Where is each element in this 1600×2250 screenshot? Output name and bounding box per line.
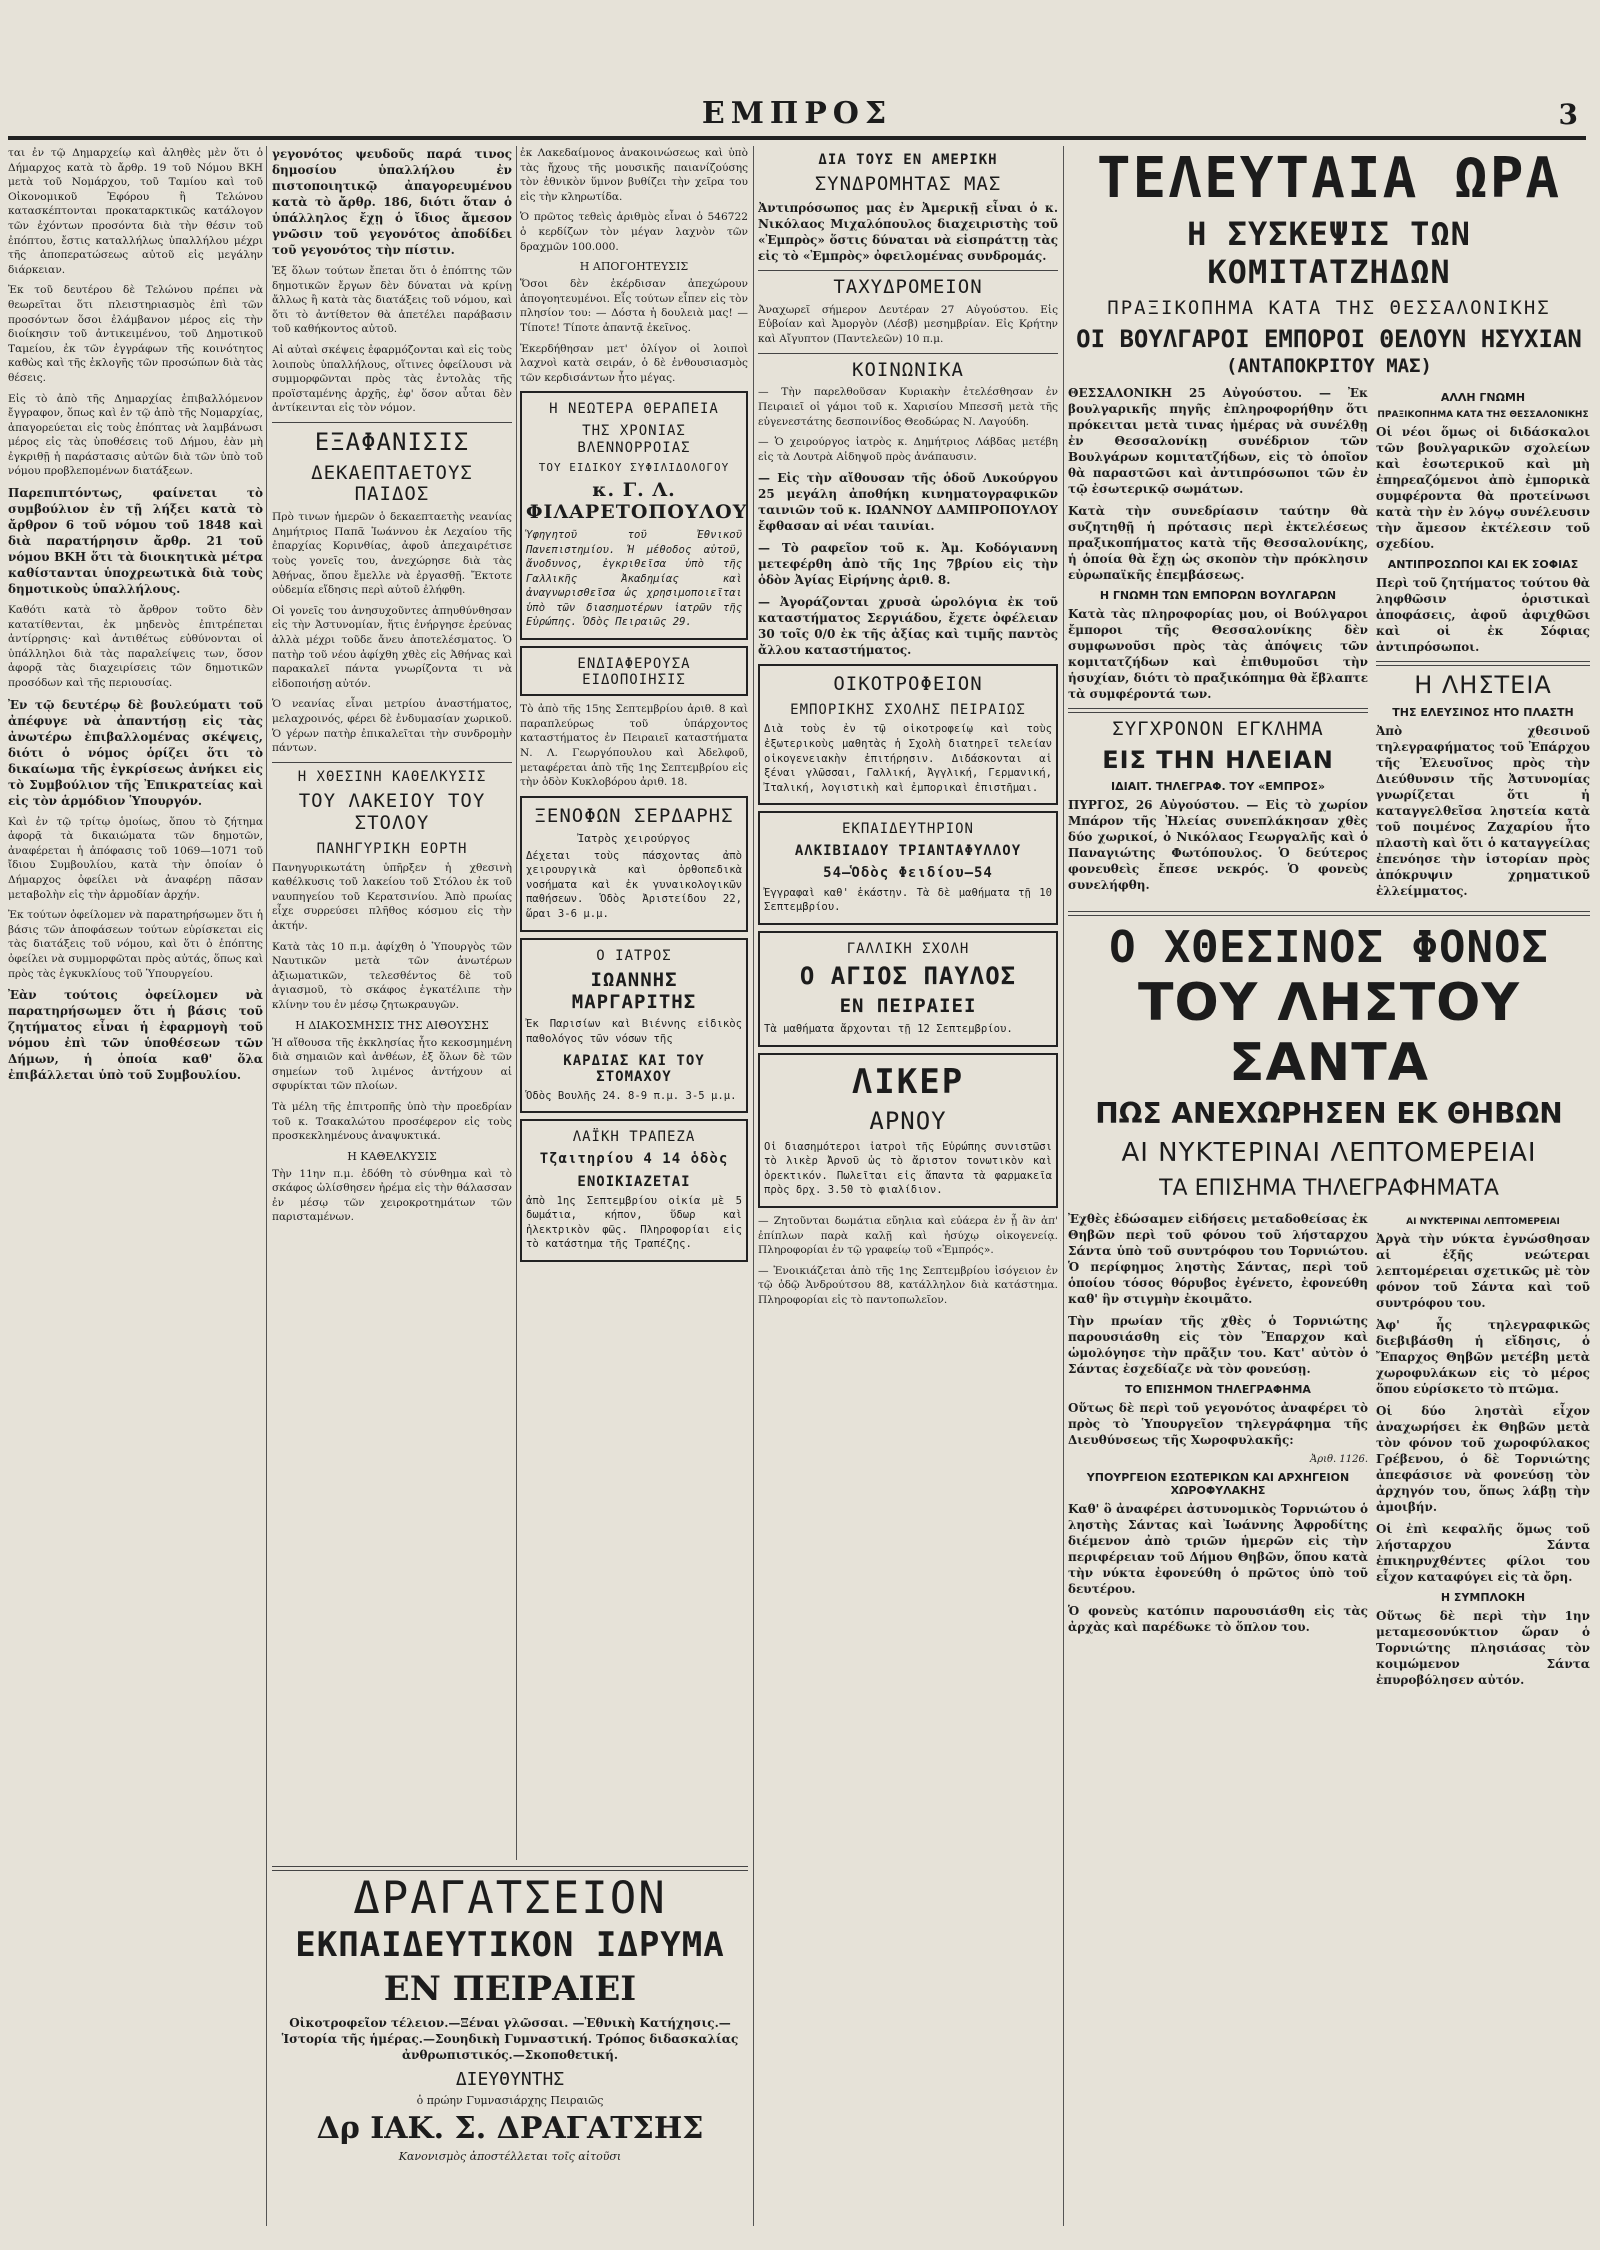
divider [1068,911,1590,916]
divider [758,270,1058,271]
notice-box [520,646,748,696]
divider [1068,708,1368,713]
section-heading: Η ΑΠΟΓΟΗΤΕΥΣΙΣ [579,260,689,274]
article-paragraph: Καὶ ἐν τῷ τρίτῳ ὁμοίως, ὅπου τὸ ζήτημα ἀφορᾷ τὰ δικαιώματα τῶν δημοτῶν, ἀναφέρεται ἡ ἀπόφασις τοῦ 1069—1071 τοῦ ἴδιου Συμβουλίου, κατὰ τὴν ὁποίαν ὁ Δήμαρχος ὀφείλει νὰ ἀναφέρῃ πᾶσαν μεταβολὴν εἰς τὴν ἁρμοδίαν ἀρχήν. [8,815,263,901]
advert-director-name: Δρ ΙΑΚ. Σ. ΔΡΑΓΑΤΣΗΣ [316,2111,704,2146]
section-heading: ΤΑΧΥΔΡΟΜΕΙΟΝ [833,275,983,298]
article-paragraph: ται ἐν τῷ Δημαρχείῳ καὶ ἀληθὲς μὲν ὅτι ὁ Δήμαρχος κατὰ τὸ ἄρθρ. 19 τοῦ Νόμου ΒΚΗ μετὰ τοῦ Νομάρχου, τοῦ Ταμίου καὶ τοῦ Οἰκονομικοῦ Ἐφόρου ἢ Τελώνου κατασκέπτονται προκαταρκτικῶς κατάλογον τῶν ἐχόντων προσόντα διὰ τὴν θέσιν τοῦ ἐπόπτου, ἔστις καταλλήλως ὑπαλλήλου μέχρι τῆς ἀποπερατώσεως αὐτοῦ εἰς μεγάλην διάρκειαν. [8,147,263,276]
article-paragraph: Οὕτως δὲ περὶ τὴν 1ην μεταμεσονύκτιον ὥραν ὁ Τορνιώτης πλησιάσας τὸν κοιμώμενον Σάντα ἐπυροβόλησεν αὐτόν. [1376,1608,1590,1687]
section-heading: ΔΙΑ ΤΟΥΣ ΕΝ ΑΜΕΡΙΚΗ [818,152,998,168]
article-paragraph: — Τὴν παρελθοῦσαν Κυριακὴν ἐτελέσθησαν ἐν Πειραιεῖ οἱ γάμοι τοῦ κ. Χαρισίου Μπεσσῆ μετὰ τῆς εὐγενεστάτης δεσποινίδος Θεοδώρας Ν. Λαγούδη. [758,386,1058,428]
article-paragraph: Περὶ τοῦ ζητήματος τούτου θὰ ληφθῶσιν ὁριστικαὶ ἀποφάσεις, ἀφοῦ ἀφιχθῶσι καὶ οἱ ἐκ Σόφιας ἀντιπρόσωποι. [1376,576,1590,654]
article-paragraph: Οἱ ἐπὶ κεφαλῆς ὅμως τοῦ λήσταρχου Σάντα ἐπικηρυχθέντες φίλοι του εἶχον καταφύγει εἰς τὰ ὄρη. [1376,1521,1590,1584]
article-paragraph: Κατὰ τὰς πληροφορίας μου, οἱ Βούλγαροι ἔμποροι τῆς Θεσσαλονίκης δὲν συμφωνοῦσι πρὸς τὰς ἀπόψεις τῶν κομιτατζήδων καὶ ἐπιθυμοῦσι τὴν ἡσυχίαν, διότι τὸ πραξικόπημα θὰ ἔβλαπτε τὰ συμφέροντά των. [1068,607,1368,701]
article-paragraph: Ὅσοι δὲν ἐκέρδισαν ἀπεχώρουν ἀπογοητευμένοι. Εἶς τούτων εἶπεν εἰς τὸν πλησίον του: — Δόστα ἡ δουλειὰ μας! — Τίποτε! Τίποτε ἀπαντᾷ ἐκεῖνος. [520,278,748,334]
advert-name: Ο ΑΓΙΟΣ ΠΑΥΛΟΣ [799,961,1017,990]
article-paragraph: Καθότι κατὰ τὸ ἄρθρον τοῦτο δὲν κατατίθενται, ἐκ μηδενὸς ἐπιτρέπεται ἀντίρρησις· καὶ ἀντιθέτως εὐθύνονται οἱ ὑπάλληλοι διὰ τὰς παραλείψεις των, ὅσον ἀφορᾷ τὰς διαχειρίσεις τῶν δημοτικῶν προσόδων καὶ τῆς περιουσίας. [8,604,263,690]
advert-box [758,1053,1058,1208]
left-subcolumn [1068,385,1368,905]
headline: ΣΥΓΧΡΟΝΟΝ ΕΓΚΛΗΜΑ [1112,718,1324,740]
masthead [8,96,1586,140]
signature: Ἀριθ. 1126. [1309,1453,1368,1465]
article-paragraph: Πανηγυρικωτάτη ὑπῆρξεν ἡ χθεσινὴ καθέλκυσις τοῦ λακείου τοῦ Στόλου ἐκ τοῦ ναυπηγείου τοῦ Κερατσινίου. Ἀπὸ πρωίας εἶχε συρρεύσει πλῆθος κόσμου εἰς τὴν ἀκτήν. [272,861,512,932]
advert-text: Ὑφηγητοῦ τοῦ Ἐθνικοῦ Πανεπιστημίου. Ἡ μέθοδος αὐτοῦ, ἄνοδυνος, ἐγκριθεῖσα ὑπὸ τῆς Γαλλικῆς Ἀκαδημίας καὶ ἀναγνωρισθεῖσα ὡς χρησιμοποιεῖται ὑπὸ τῶν διασημοτέρων ἰατρῶν τῆς Εὐρώπης. Ὁδὸς Πειραιῶς 29. [526,528,742,629]
article-paragraph: Οὕτως δὲ περὶ τοῦ γεγονότος ἀναφέρει τὸ πρὸς τὸ Ὑπουργεῖον τηλεγράφημα τῆς Διευθύνσεως τῆς Χωροφυλακῆς: [1068,1400,1368,1447]
subheadline: ΠΡΑΞΙΚΟΠΗΜΑ ΚΑΤΑ ΤΗΣ ΘΕΣΣΑΛΟΝΙΚΗΣ [1107,297,1551,319]
article-paragraph: — Ὁ χειρούργος ἰατρὸς κ. Δημήτριος Λάβδας μετέβη εἰς τὰ Λουτρὰ Αἰδηψοῦ πρὸς ἀνάπαυσιν. [758,436,1058,463]
advert-footer: Κανονισμὸς ἀποστέλλεται τοῖς αἰτοῦσι [398,2150,622,2163]
subheadline: ΠΩΣ ΑΝΕΧΩΡΗΣΕΝ ΕΚ ΘΗΒΩΝ [1095,1096,1563,1130]
advert-box [520,391,748,640]
article-paragraph: Τὰ μέλη τῆς ἐπιτροπῆς ὑπὸ τὴν προεδρίαν τοῦ κ. Τσακαλώτου προσέφερον εἰς τοὺς προσκεκλημένους ἀναψυκτικά. [272,1100,512,1143]
advert-text: ἀπὸ 1ης Σεπτεμβρίου οἰκία μὲ 5 δωμάτια, κήπον, ὕδωρ καὶ ἠλεκτρικὸν φῶς. Πληροφορίαι εἰς τὸ κατάστημα τῆς Τραπέζης. [526,1194,742,1251]
headline: ΤΕΛΕΥΤΑΙΑ ΩΡΑ [1096,146,1562,211]
article-paragraph: Ὁ φονεὺς κατόπιν παρουσιάσθη εἰς τὰς ἀρχὰς καὶ παρέδωκε τὸ ὅπλον του. [1068,1603,1368,1634]
article-paragraph: Ἐὰν τούτοις ὀφείλομεν νὰ παρατηρήσωμεν ὅτι ἡ βάσις τοῦ ζητήματος εἶναι ἡ ἐφαρμογὴ τοῦ νόμου ἐπὶ τῶν ὑποθέσεων τῶν Δήμων, ἡ ὁποία καθ' ὅλα ἐπιβάλλεται ὑπὸ τοῦ Συμβουλίου. [8,988,263,1083]
article-paragraph: Πρὸ τινων ἡμερῶν ὁ δεκαεπταετὴς νεανίας Δημήτριος Παπᾶ Ἰωάννου ἐκ Λεχαίου τῆς ἐπαρχίας Κορινθίας, ἀφοῦ ἀπεχαιρέτισε τοὺς γονεῖς του, ἀνεχώρησε διὰ τὰς Ἀθήνας, ὅπου ἔμελλε νὰ ἐργασθῇ. Ἔκτοτε οὐδεμία εἴδησις περὶ αὐτοῦ ἐλήφθη. [272,511,512,597]
divider [1376,661,1590,666]
advert-subtitle: ΕΜΠΟΡΙΚΗΣ ΣΧΟΛΗΣ ΠΕΙΡΑΙΩΣ [790,702,1026,719]
advert-director-title: ὁ πρώην Γυμνασιάρχης Πειραιῶς [416,2094,604,2107]
article-paragraph: Οἱ γονεῖς του ἀνησυχοῦντες ἀπηυθύνθησαν εἰς τὴν Ἀστυνομίαν, ἥτις ἐνήργησε ἐρεύνας ἀλλὰ μέχρι τοῦδε ἄνευ ἀποτελέσματος. Ὁ πατὴρ τοῦ νέου ἀφίχθη χθὲς εἰς Ἀθήνας καὶ παρακαλεῖ πάντα γνωρίζοντα τι νὰ εἰδοποιήσῃ αὐτόν. [272,604,512,690]
section-heading: ΑΛΛΗ ΓΝΩΜΗ [1440,391,1526,404]
advert-text: Τὰ μαθήματα ἄρχονται τῇ 12 Σεπτεμβρίου. [764,1023,1013,1036]
divider [272,1866,748,1871]
advert-title: Ο ΙΑΤΡΟΣ [596,947,672,964]
advert-subtitle: ΕΝ ΠΕΙΡΑΙΕΙ [839,995,977,1018]
page-title: ΕΜΠΡΟΣ [701,96,893,131]
article-paragraph: Τὴν 11ην π.μ. ἐδόθη τὸ σύνθημα καὶ τὸ σκάφος ὠλίσθησεν ἠρέμα εἰς τὴν θάλασσαν ἐν μέσῳ τῶν χειροκροτημάτων τῶν παρισταμένων. [272,1167,512,1224]
article-paragraph: ΠΥΡΓΟΣ, 26 Αὐγούστου. — Εἰς τὸ χωρίον Μπάρον τῆς Ἠλείας συνεπλάκησαν χθὲς δύο χωρικοί, ὁ Νικόλαος Γεωργαλῆς καὶ ὁ Παναγιώτης Φωτόπουλος. Ὁ δεύτερος φονευθεὶς ἔπεσε νεκρός. Ὁ φονεὺς συνελήφθη. [1068,798,1368,893]
article-paragraph: Καθ' ὃ ἀναφέρει ἀστυνομικὸς Τορνιώτου ὁ ληστὴς Σάντας καὶ Ἰωάννης Ἀφροδίτης διέμενον ἀπὸ τριῶν ἡμερῶν εἰς τὴν περιφέρειαν τοῦ Δήμου Θηβῶν, ὅπου κατὰ τὴν νύκτα ἐφονεύθη ὁ πρῶτος ὑπὸ τοῦ δευτέρου. [1068,1501,1368,1596]
advert-title: ΔΡΑΓΑΤΣΕΙΟΝ [353,1873,667,1924]
advert-name: ΑΡΝΟΥ [869,1106,947,1135]
section-heading: Η ΓΝΩΜΗ ΤΩΝ ΕΜΠΟΡΩΝ ΒΟΥΛΓΑΡΩΝ [1099,589,1337,602]
column-4 [758,146,1058,2236]
two-column-section [1068,1211,1590,1694]
article-paragraph: Αἱ αὐταὶ σκέψεις ἐφαρμόζονται καὶ εἰς τοὺς λοιποὺς ὑπαλλήλους, οἵτινες ὀφείλουσι νὰ συμμορφῶνται πρὸς τὰς ἐντολὰς τῆς προϊσταμένης ἀρχῆς, ἐφ' ὅσον αὗται δὲν ἀντίκεινται εἰς τὸν νόμον. [272,343,512,415]
advert-text: Οἰκοτροφεῖον τέλειον.—Ξέναι γλῶσσαι. —Ἐθνικὴ Κατήχησις.—Ἱστορία τῆς ἡμέρας.—Σουηδικὴ Γυμναστική. Τρόπος διδασκαλίας ἀνθρωπιστικός.—Σκοποθετική. [281,2016,739,2062]
article-paragraph: ἐκ Λακεδαίμονος ἀνακοινώσεως καὶ ὑπὸ τὰς ἤχους τῆς μουσικῆς παιανίζούσης τὸν ἐθνικὸν ὕμνον βυθίζει τὴν χεῖρα του εἰς τὴν κληρωτίδα. [520,147,748,203]
article-paragraph: Ἀναχωρεῖ σήμερον Δευτέραν 27 Αὐγούστου. Εἰς Εὐβοίαν καὶ Ἀμοργὸν (Λέσβ) μεσημβρίαν. Εἰς Κρήτην καὶ Αἴγυπτον (Παντελεῶν) 10 π.μ. [758,303,1058,345]
advert-box [520,1119,748,1262]
advert-title: ΕΝΟΙΚΙΑΖΕΤΑΙ [577,1173,691,1190]
article-paragraph: Εἰς τὸ ἀπὸ τῆς Δημαρχίας ἐπιβαλλόμενον ἔγγραφον, ὅπως καὶ ἐν τῷ ἀπὸ τῆς Νομαρχίας, ἀπαγορεύεται εἰς τοὺς ἐπόπτας νὰ λαμβάνωσι μέρος εἰς τὰς ὑποθέσεις τοῦ Δήμου, ἐὰν μὴ ἐγκριθῇ ἡ παράστασις αὐτῶν διὰ τῶν ὑπὸ τοῦ νόμου προβλεπομένων διατάξεων. [8,392,263,478]
advert-title: Η ΝΕΩΤΕΡΑ ΘΕΡΑΠΕΙΑ [549,401,719,418]
subheadline: ΔΕΚΑΕΠΤΑΕΤΟΥΣ ΠΑΙΔΟΣ [311,461,473,506]
article-paragraph: Ἀπὸ χθεσινοῦ τηλεγραφήματος τοῦ Ἐπάρχου τῆς Ἐλευσῖνος πρὸς τὴν Διεύθυνσιν τῆς Ἀστυνομίας γνωρίζεται ὅτι ἡ καταγγελθεῖσα ληστεία κατὰ τοῦ ποιμένος Ζαχαρίου ἦτο πλαστὴ καὶ ὅτι ὁ καταγγείλας ἐπενόησε τὴν ἱστορίαν πρὸς ἀπόκρυψιν χρηματικοῦ ἐλλείμματος. [1376,723,1590,898]
article-paragraph: — Ἀγοράζονται χρυσὰ ὡρολόγια ἐκ τοῦ καταστήματος Σεργιάδου, ἔχετε ὀφέλειαν 30 τοῖς 0/0 ἐκ τῆς ἀξίας καὶ τιμῆς παντὸς ἄλλου καταστήματος. [758,595,1058,658]
headline: Η ΣΥΣΚΕΨΙΣ ΤΩΝ ΚΟΜΙΤΑΤΖΗΔΩΝ [1187,215,1471,291]
advert-text: Διὰ τοὺς ἐν τῷ οἰκοτροφείῳ καὶ τοὺς ἐξωτερικοὺς μαθητὰς ἡ Σχολὴ διατηρεῖ τελείαν οἰκογενειακὴν ἐπιτήρησιν. Διδάσκονται αἱ ξέναι γλῶσσαι, Γαλλική, Ἀγγλική, Γερμανική, Ἰταλική, λογιστικὴ καὶ ἐμπορικαὶ ἐπιστῆμαι. [764,723,1052,794]
section-heading: ΙΔΙΑΙΤ. ΤΗΛΕΓΡΑΦ. ΤΟΥ «ΕΜΠΡΟΣ» [1111,780,1325,794]
article-paragraph: — Εἰς τὴν αἴθουσαν τῆς ὁδοῦ Λυκούργου 25 μεγάλη ἀποθήκη κινηματογραφικῶν ταινιῶν τοῦ κ. ΙΩΑΝΝΟΥ ΔΑΜΠΡΟΠΟΥΛΟΥ ἔφθασαν αἱ νέαι ταινίαι. [758,471,1058,534]
article-paragraph: ΘΕΣΣΑΛΟΝΙΚΗ 25 Αὐγούστου. — Ἐκ βουλγαρικῆς πηγῆς ἐπληροφορήθην ὅτι πρόκειται μετὰ τινας ἡμέρας νὰ συνέλθῃ ἐν Θεσσαλονίκῃ συνέδριον τῶν Βουλγάρων κομιτατζήδων, εἰς τὸ ὁποῖον θὰ παραστῶσι καὶ ἀντιπρόσωποι τῶν ἐν τῷ ἐσωτερικῷ σωμάτων. [1068,386,1368,496]
article-paragraph: Ἐκερδήθησαν μετ' ὀλίγον οἱ λοιποὶ λαχνοὶ κατὰ σειράν, ὁ δὲ ἐνθουσιασμὸς τῶν κερδισάντων ἦτο μέγας. [520,342,748,384]
advert-title: ΤΗΣ ΧΡΟΝΙΑΣ ΒΛΕΝΝΟΡΡΟΙΑΣ [577,423,691,456]
article-paragraph: Παρεπιπτόντως, φαίνεται τὸ συμβούλιον ἐν τῇ λήξει κατὰ τὸ ἄρθρον 6 τοῦ νόμου τοῦ 1848 καὶ διὰ παρατήρησιν ἄρθρ. 21 τοῦ νόμου ΒΚΗ ὅτι τὰ διοικητικὰ μέτρα καθίστανται ὑποχρεωτικὰ διὰ τοὺς δημοτικοὺς ὑπαλλήλους. [8,486,263,597]
advert-title: ΕΚΠΑΙΔΕΥΤΗΡΙΟΝ [841,821,974,838]
subheadline: ΑΙ ΝΥΚΤΕΡΙΝΑΙ ΛΕΠΤΟΜΕΡΕΙΑΙ [1121,1137,1537,1168]
column-rule [266,146,267,2226]
article-lead: γεγονότος ψευδοῦς παρά τινος δημοσίου ὑπαλλήλου ἐν πιστοποιητικῷ ἀπαγορευμένου κατὰ τὸ ἄρθρ. 186, διότι ὅταν ὁ ὑπάλληλος ἔχῃ ὁ ἴδιος ἄμεσον γνῶσιν τοῦ γεγονότος ἀποδίδει τοῦ γεγονότος τὴν πίστιν. [272,147,512,257]
article-paragraph: Ἡ αἴθουσα τῆς ἐκκλησίας ἦτο κεκοσμημένη διὰ σημαιῶν καὶ ἀνθέων, ἐξ ὅλων δὲ τῶν σημείων τοῦ λιμένος ἀντήχουν αἱ σφυρίκται τῶν πλοίων. [272,1036,512,1093]
divider [758,353,1058,354]
subheadline: ΤΟΥ ΛΑΚΕΙΟΥ ΤΟΥ ΣΤΟΛΟΥ [298,789,486,834]
advert-box [520,938,748,1114]
advert-box [520,796,748,932]
advert-name: ΑΛΚΙΒΙΑΔΟΥ ΤΡΙΑΝΤΑΦΥΛΛΟΥ [794,843,1022,860]
section-heading: ΤΗΣ ΕΛΕΥΣΙΝΟΣ ΗΤΟ ΠΛΑΣΤΗ [1392,705,1574,719]
headline: Η ΛΗΣΤΕΙΑ [1414,671,1552,699]
section-heading: Η ΣΥΜΠΛΟΚΗ [1440,1590,1526,1604]
column-rule [1063,146,1064,2226]
article-paragraph: Τὴν πρωίαν τῆς χθὲς ὁ Τορνιώτης παρουσιάσθη εἰς τὸν Ἔπαρχον καὶ ὡμολόγησε τὴν πρᾶξιν του. Κατ' αὐτὸν ὁ Σάντας ἐσχεδίαζε νὰ τὸν φονεύσῃ. [1068,1313,1368,1376]
advert-box [758,811,1058,924]
section-heading: ΤΟ ΕΠΙΣΗΜΟΝ ΤΗΛΕΓΡΑΦΗΜΑ [1125,1382,1311,1396]
section-heading: ΣΥΝΔΡΟΜΗΤΑΣ ΜΑΣ [814,173,1002,196]
article-paragraph: Ὁ νεανίας εἶναι μετρίου ἀναστήματος, μελαχροινός, φέρει δὲ ἐνδυμασίαν χωρικοῦ. Ὁ γέρων πατὴρ ἐπικαλεῖται τὴν συνδρομὴν πάντων. [272,698,512,755]
article-paragraph: Ἐκ τούτων ὀφείλομεν νὰ παρατηρήσωμεν ὅτι ἡ βάσις τῶν ἀποφάσεων τούτων εὑρίσκεται εἰς τὰς διατάξεις τοῦ νόμου, καὶ ὅτι ὁ ἐπόπτης ὀφείλει νὰ συμμορφῶται πρὸς αὐτάς, ὅπως καὶ πρὸς τὰς ἐγκυκλίους τοῦ Ὑπουργείου. [8,909,263,980]
section-heading: ΥΠΟΥΡΓΕΙΟΝ ΕΣΩΤΕΡΙΚΩΝ ΚΑΙ ΑΡΧΗΓΕΙΟΝ ΧΩΡΟΦΥΛΑΚΗΣ [1086,1470,1350,1497]
divider [272,422,512,423]
advert-text: Δέχεται τοὺς πάσχοντας ἀπὸ χειρουργικὰ καὶ ὀρθοπεδικὰ νοσήματα καὶ ἐκ γυναικολογικῶν παθήσεων. Ὁδὸς Ἀριστείδου 22, ὥραι 3-6 μ.μ. [526,849,742,921]
article-paragraph: Οἱ νέοι ὅμως οἱ διδάσκαλοι τῶν βουλγαρικῶν σχολείων καὶ ἐσωτερικοῦ καὶ μὴ ἐπηρεαζόμενοι ἀπὸ ἐμπορικὰ συμφέροντα θὰ προτείνωσι κατὰ τὴν ἐν λόγῳ συνέλευσιν τὴν ἄμεσον ἐκτέλεσιν τοῦ σχεδίου. [1376,425,1590,551]
advert-subtitle: Ἰατρὸς χειρούργος [577,831,691,845]
section-heading: ΑΙ ΝΥΚΤΕΡΙΝΑΙ ΛΕΠΤΟΜΕΡΕΙΑΙ [1406,1216,1560,1227]
article-paragraph: Ἀντιπρόσωπος μας ἐν Ἀμερικῇ εἶναι ὁ κ. Νικόλαος Μιχαλόπουλος διαχειριστὴς τοῦ «Ἐμπρὸς» ὅστις δύναται νὰ εἰσπράττῃ τὰς εἰς τὸ «Ἐμπρὸς» ὀφειλομένας συνδρομάς. [758,200,1058,263]
section-heading: ΚΟΙΝΩΝΙΚΑ [852,358,964,381]
byline: (ΑΝΤΑΠΟΚΡΙΤΟΥ ΜΑΣ) [1226,355,1432,377]
headline: ΕΙΣ ΤΗΝ ΗΛΕΙΑΝ [1102,745,1334,774]
article-paragraph: — Ἐνοικιάζεται ἀπὸ τῆς 1ης Σεπτεμβρίου ἰσόγειον ἐν τῷ ὁδῷ Ἀνδρούτσου 88, κατάλληλον διὰ κατάστημα. Πληροφορίαι εἰς τὸ παντοπωλεῖον. [758,1264,1058,1306]
advert-text: Οἱ διασημότεροι ἰατροὶ τῆς Εὐρώπης συνιστῶσι τὸ λικὲρ Ἀρνοῦ ὡς τὸ ἄριστον τονωτικὸν καὶ ὀρεκτικόν. Πωλεῖται εἰς ἅπαντα τὰ φαρμακεῖα πρὸς δρχ. 3.50 τὸ φιαλίδιον. [764,1140,1052,1197]
advert-name: κ. Γ. Λ. ΦΙΛΑΡΕΤΟΠΟΥΛΟΥ [526,479,748,524]
advert-subtitle: Τζαιτηρίου 4 14 ὁδὸς [539,1151,729,1168]
section-heading: Η ΚΑΘΕΛΚΥΣΙΣ [347,1149,437,1163]
advert-text: Ὁδὸς Βουλῆς 24. 8-9 π.μ. 3-5 μ.μ. [526,1089,737,1102]
advert-title: ΚΑΡΔΙΑΣ ΚΑΙ ΤΟΥ ΣΤΟΜΑΧΟΥ [563,1052,705,1085]
advert-subtitle: ΤΟΥ ΕΙΔΙΚΟΥ ΣΥΦΙΛΙΔΟΛΟΓΟΥ [538,460,730,474]
article-paragraph: Κατὰ τὴν συνεδρίασιν ταύτην θὰ συζητηθῇ ἡ πρότασις περὶ ἐκτελέσεως πραξικοπήματος κατὰ τῆς Θεσσαλονίκης, ἡ ὁποία θὰ ἔχῃ ὡς σκοπὸν τὴν πρόκλησιν εὐρωπαϊκῆς ἐπεμβάσεως. [1068,504,1368,582]
advert-name: ΙΩΑΝΝΗΣ ΜΑΡΓΑΡΙΤΗΣ [571,968,697,1013]
advert-subtitle: ΕΚΠΑΙΔΕΥΤΙΚΟΝ ΙΔΡΥΜΑ [295,1925,725,1965]
article-paragraph: Ὁ πρῶτος τεθεὶς ἀριθμὸς εἶναι ὁ 546722 ὁ κερδίζων τὸν μέγαν λαχνὸν τῶν δραχμῶν 100.000. [520,211,748,253]
article-paragraph: Τὸ ἀπὸ τῆς 15ης Σεπτεμβρίου ἀριθ. 8 καὶ παραπλεύρως τοῦ ὑπάρχοντος καταστήματος ἐν Πειραιεῖ καταστήματα Ν. Λ. Γεωργόπουλου καὶ Ἀδελφοῦ, μεταφέρεται ἀπὸ τῆς 1ης Σεπτεμβρίου εἰς τὴν ὁδὸν Κυκλοβόρου ἀριθ. 18. [520,703,748,789]
advert-director-label: ΔΙΕΥΘΥΝΤΗΣ [455,2069,565,2090]
section-heading: ΠΡΑΞΙΚΟΠΗΜΑ ΚΑΤΑ ΤΗΣ ΘΕΣΣΑΛΟΝΙΚΗΣ [1377,410,1589,420]
advert-box [758,931,1058,1047]
article-paragraph: Οἱ δύο ληστὰὶ εἶχον ἀναχωρήσει ἐκ Θηβῶν μετὰ τὸν φόνον τοῦ χωροφύλακος Γρέβενου, ὁ δὲ Τορνιώτης ἀπεφάσισε νὰ φονεύσῃ τὸν ἀρχηγόν του, ὅπως λάβῃ τὴν ἀμοιβήν. [1376,1403,1590,1514]
column-5 [1068,146,1590,2236]
article-paragraph: — Τὸ ραφεῖον τοῦ κ. Ἀμ. Κοδόγιαννη μετεφέρθη ἀπὸ τῆς 1ης 7βρίου εἰς τὴν ὁδὸν Ἀγίας Εἰρήνης ἀριθ. 8. [758,541,1058,588]
section-heading: Η ΔΙΑΚΟΣΜΗΣΙΣ ΤΗΣ ΑΙΘΟΥΣΗΣ [295,1018,489,1032]
article-paragraph: Ἐν τῷ δευτέρῳ δὲ βουλεύματι τοῦ ἀπέφυγε νὰ ἀπαντήσῃ εἰς τὰς ἀνωτέρω ἐπιβαλλομένας σκέψεις, διότι ὁ νόμος ὁρίζει ὅτι τὸ δικαίωμα τῆς ἐγκρίσεως ἀνήκει εἰς τὸ Συμβούλιον τῆς Ἐπικρατείας καὶ εἰς τὸν ἁρμόδιον Ὑπουργόν. [8,697,263,808]
subheadline: ΠΑΝΗΓΥΡΙΚΗ ΕΟΡΤΗ [316,840,468,857]
article-paragraph: Ἀφ' ἧς τηλεγραφικῶς διεβιβάσθη ἡ εἴδησις, ὁ Ἔπαρχος Θηβῶν μετέβη μετὰ χωροφυλάκων εἰς τὸ μέρος ὅπου εὑρίσκετο τὸ πτῶμα. [1376,1317,1590,1396]
section-heading: ΑΝΤΙΠΡΟΣΩΠΟΙ ΚΑΙ ΕΚ ΣΟΦΙΑΣ [1387,558,1579,571]
advert-box [758,664,1058,805]
advert-title: ΛΙΚΕΡ [851,1061,965,1102]
school-advert [272,1860,748,2240]
two-column-section [1068,385,1590,905]
article-paragraph: Ἐξ ὅλων τούτων ἔπεται ὅτι ὁ ἐπόπτης τῶν δημοτικῶν ἔργων δὲν δύναται νὰ κρίνῃ ἄλλως ἢ κατὰ τὰς διατάξεις τοῦ νόμου, καὶ ὅτι τὸ ἀντίθετον θὰ ἀπετέλει παράβασιν τοῦ καθήκοντος αὐτοῦ. [272,265,512,336]
article-paragraph: Κατὰ τὰς 10 π.μ. ἀφίχθη ὁ Ὑπουργὸς τῶν Ναυτικῶν μετὰ τῶν ἀνωτέρων ἀξιωματικῶν, τελεσθέντος δὲ τοῦ ἁγιασμοῦ, τὸ σκάφος ἐγκατέλιπε τὴν κλίνην του ἐν μέσῳ ζητωκραυγῶν. [272,940,512,1011]
left-subcolumn [1068,1211,1368,1694]
advert-place: ΕΝ ΠΕΙΡΑΙΕΙ [383,1969,637,2009]
advert-title: ΟΙΚΟΤΡΟΦΕΙΟΝ [833,673,983,696]
article-paragraph: Ἐχθὲς ἐδώσαμεν εἰδήσεις μεταδοθείσας ἐκ Θηβῶν περὶ τοῦ φόνου τοῦ λήσταρχου Σάντα ὑπὸ τοῦ συντρόφου του Τορνιώτου. Ὁ περίφημος ληστὴς Σάντας, περὶ τοῦ ὁποίου τόσος θόρυβος ἐγένετο, ἐφονεύθη καθ' ἣν στιγμὴν ἐκοιμᾶτο. [1068,1211,1368,1306]
headline: Ο ΧΘΕΣΙΝΟΣ ΦΟΝΟΣ [1109,921,1549,973]
headline: ΤΟΥ ΛΗΣΤΟΥ ΣΑΝΤΑ [1137,972,1521,1093]
advert-text: Ἐγγραφαὶ καθ' ἑκάστην. Τὰ δὲ μαθήματα τῇ 10 Σεπτεμβρίου. [764,886,1052,914]
column-rule [753,146,754,2226]
subheadline: ΤΑ ΕΠΙΣΗΜΑ ΤΗΛΕΓΡΑΦΗΜΑΤΑ [1159,1175,1499,1201]
article-paragraph: Ἀργὰ τὴν νύκτα ἐγνώσθησαν αἱ ἑξῆς νεώτεραι λεπτομέρειαι σχετικῶς μὲ τὸν φόνον τοῦ Σάντα καὶ τοῦ συντρόφου του. [1376,1231,1590,1310]
advert-name: ΞΕΝΟΦΩΝ ΣΕΡΔΑΡΗΣ [534,804,734,827]
advert-text: Ἐκ Παρισίων καὶ Βιέννης εἰδικὸς παθολόγος τῶν νόσων τῆς [526,1018,742,1046]
right-subcolumn [1376,1211,1590,1694]
article-paragraph: — Ζητοῦνται δωμάτια εὔηλια καὶ εὐάερα ἐν ᾗ ἂν ἀπ' ἐπίπλων παρὰ καλῇ καὶ ἡσύχῳ οἰκογενείᾳ. Πληροφορίαι ἐν τῷ γραφείῳ τοῦ «Ἐμπρός». [758,1214,1058,1257]
headline: Η ΧΘΕΣΙΝΗ ΚΑΘΕΛΚΥΣΙΣ [297,768,487,785]
page-number: 3 [1558,98,1578,131]
article-paragraph: Ἐκ τοῦ δευτέρου δὲ Τελώνου πρέπει νὰ θεωρεῖται ὅτι πλειστηριασμὸς ἐπὶ τῶν προσόντων ὅσοι ἐλάμβανον μέρος εἰς τὴν διοίκησιν τοῦ ἀντικειμένου, τοῦ Δημοτικοῦ Ταμείου, ἐκ τῶν ἐγγράφων τῆς κοινότητος καθὼς καὶ τῆς ἐκλογῆς τῶν προσώπων διὰ τὰς θέσεις. [8,284,263,384]
column-1 [8,146,263,2236]
advert-address: 54—Ὁδὸς Φειδίου—54 [823,865,993,882]
right-subcolumn [1376,385,1590,905]
subheadline: ΟΙ ΒΟΥΛΓΑΡΟΙ ΕΜΠΟΡΟΙ ΘΕΛΟΥΝ ΗΣΥΧΙΑΝ [1076,325,1582,353]
headline: ΕΞΑΦΑΝΙΣΙΣ [314,427,470,456]
divider [272,762,512,763]
advert-title: ΛΑΪΚΗ ΤΡΑΠΕΖΑ [572,1129,696,1146]
notice-title: ΕΝΔΙΑΦΕΡΟΥΣΑ ΕΙΔΟΠΟΙΗΣΙΣ [577,656,691,689]
advert-title: ΓΑΛΛΙΚΗ ΣΧΟΛΗ [846,940,970,957]
